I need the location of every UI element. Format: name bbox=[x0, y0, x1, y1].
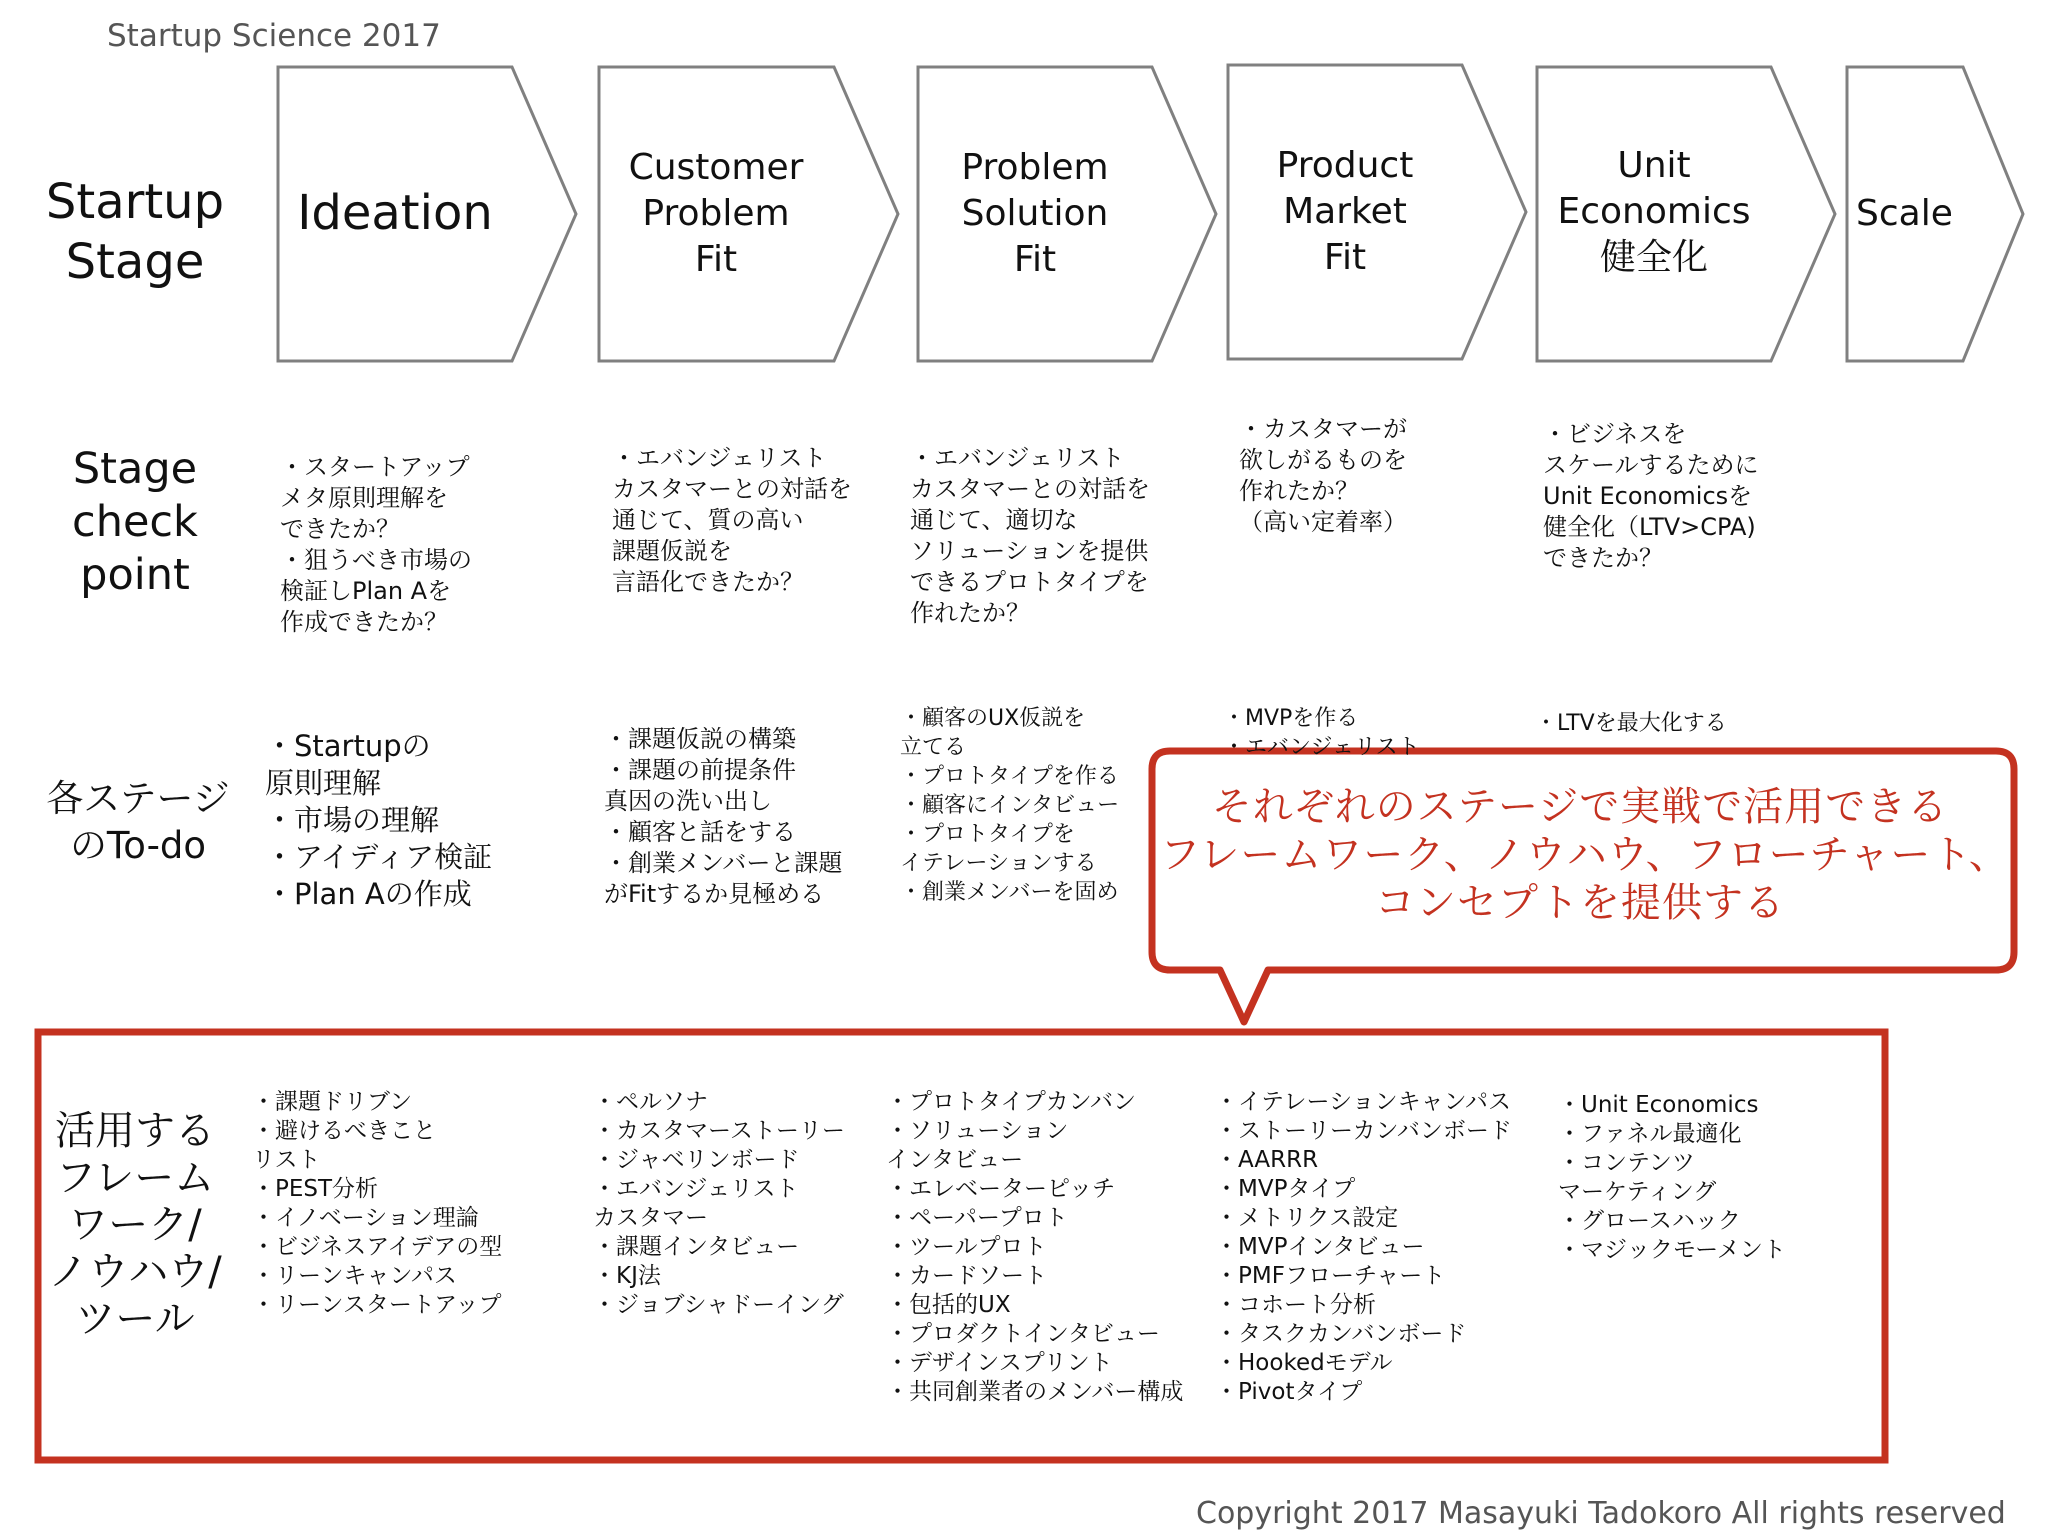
todo-unit-economics: ・LTVを最大化する bbox=[1535, 711, 1727, 736]
checkpoint-pmf: ・カスタマーが 欲しがるものを 作れたか？ （高い定着率） bbox=[1239, 415, 1407, 536]
todo-psf: ・顧客のUX仮説を 立てる ・プロトタイプを作る ・顧客にインタビュー ・プロトタイプを イテレーションする ・創業メンバーを固め bbox=[900, 706, 1120, 905]
tools-ideation: ・課題ドリブン ・避けるべきこと リスト ・PEST分析 ・イノベーション理論 ・ビジネスアイデアの型 ・リーンキャンパス ・リーンスタートアップ bbox=[252, 1089, 503, 1318]
tools-unit-economics: ・Unit Economics ・ファネル最適化 ・コンテンツ マーケティング ・グロースハック ・マジックモーメント bbox=[1558, 1092, 1786, 1263]
copyright: Copyright 2017 Masayuki Tadokoro All rights reserved bbox=[1196, 1496, 2006, 1531]
row-label-todo: 各ステージ のTo-do bbox=[46, 777, 230, 867]
tools-pmf: ・イテレーションキャンパス ・ストーリーカンバンボード ・AARRR ・MVPタイプ ・メトリクス設定 ・MVPインタビュー ・PMFフローチャート ・コホート分析 ・タスクカンバンボード ・Hookedモデル ・Pivotタイプ bbox=[1215, 1089, 1512, 1405]
checkpoint-ideation: ・スタートアップ メタ原則理解を できたか？ ・狙うべき市場の 検証しPlan Aを 作成できたか？ bbox=[280, 453, 472, 636]
stage-label-psf: Problem Solution Fit bbox=[961, 147, 1109, 280]
checkpoint-cpf: ・エバンジェリスト カスタマーとの対話を 通じて、質の高い 課題仮説を 言語化できたか？ bbox=[612, 444, 852, 596]
todo-pmf: ・MVPを作る ・エバンジェリスト bbox=[1223, 706, 1420, 760]
stage-label-unit-economics: Unit Economics 健全化 bbox=[1557, 145, 1751, 278]
tools-psf: ・プロトタイプカンバン ・ソリューション インタビュー ・エレベーターピッチ ・ペーパープロト ・ツールプロト ・カードソート ・包括的UX ・プロダクトインタビュー ・デザインスプリント ・共同創業者のメンバー構成 bbox=[886, 1089, 1184, 1405]
row-label-startup-stage: Startup Stage bbox=[45, 174, 225, 290]
row-label-stage-checkpoint: Stage check point bbox=[72, 444, 198, 600]
todo-ideation: ・Startupの 原則理解 ・市場の理解 ・アイディア検証 ・Plan Aの作成 bbox=[265, 729, 493, 911]
stage-label-cpf: Customer Problem Fit bbox=[628, 147, 804, 280]
callout-text: それぞれのステージで実戦で活用できる フレームワーク、ノウハウ、フローチャート、 コンセプトを提供する bbox=[1160, 784, 2010, 926]
tools-cpf: ・ペルソナ ・カスタマーストーリー ・ジャベリンボード ・エバンジェリスト カスタマー ・課題インタビュー ・KJ法 ・ジョブシャドーイング bbox=[593, 1089, 845, 1318]
todo-cpf: ・課題仮説の構築 ・課題の前提条件 真因の洗い出し ・顧客と話をする ・創業メンバーと課題 がFitするか見極める bbox=[604, 725, 843, 908]
checkpoint-unit-economics: ・ビジネスを スケールするために Unit Economicsを 健全化（LTV>CPA) できたか？ bbox=[1543, 420, 1759, 572]
stage-label-ideation: Ideation bbox=[297, 185, 493, 242]
stage-label-pmf: Product Market Fit bbox=[1276, 145, 1414, 278]
stage-label-scale: Scale bbox=[1856, 193, 1953, 235]
row-label-tools: 活用する フレーム ワーク/ ノウハウ/ ツール bbox=[48, 1108, 222, 1342]
subtitle: Startup Science 2017 bbox=[107, 18, 441, 54]
checkpoint-psf: ・エバンジェリスト カスタマーとの対話を 通じて、適切な ソリューションを提供 できるプロトタイプを 作れたか？ bbox=[910, 444, 1150, 627]
